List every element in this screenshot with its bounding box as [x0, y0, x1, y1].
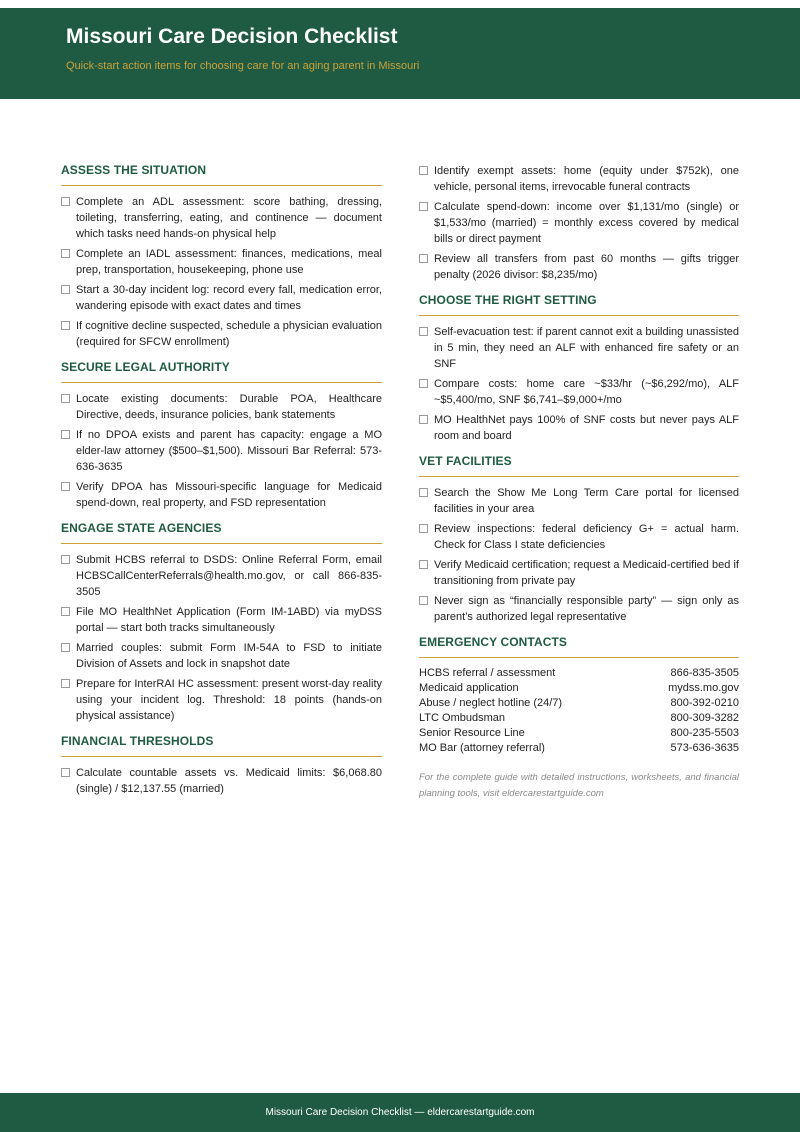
contact-value: 573-636-3635: [670, 742, 739, 754]
checkbox-icon[interactable]: [61, 768, 70, 777]
checklist-item-text: Verify DPOA has Missouri-specific language for Medicaid spend-down, real property, and FSD representation: [76, 481, 382, 509]
checklist-item-text: Complete an ADL assessment: score bathing, dressing, toileting, transferring, eating, and continence — document which tasks need hands-on physical help: [76, 196, 382, 240]
checklist-item-text: File MO HealthNet Application (Form IM-1ABD) via myDSS portal — start both tracks simultaneously: [76, 606, 382, 634]
checklist-section: [61, 734, 382, 797]
contact-value: 866-835-3505: [670, 667, 739, 679]
checklist: [61, 765, 382, 797]
contact-row: [419, 741, 739, 756]
checklist-item: [61, 194, 382, 242]
checklist-item: [61, 427, 382, 475]
checklist-item-text: Calculate countable assets vs. Medicaid limits: $6,068.80 (single) / $12,137.55 (married): [76, 767, 382, 795]
checklist-item: [419, 521, 739, 553]
checklist-section: [419, 293, 739, 444]
checklist-item: [419, 199, 739, 247]
checkbox-icon[interactable]: [419, 254, 428, 263]
contact-value: 800-309-3282: [670, 712, 739, 724]
section-title: VET FACILITIES: [419, 454, 739, 477]
checklist-item: [61, 391, 382, 423]
contact-row: [419, 726, 739, 741]
checklist: [419, 485, 739, 625]
checklist-section: [61, 360, 382, 511]
checklist-item-text: Prepare for InterRAI HC assessment: present worst-day reality using your incident log. Threshold: 18 points (hands-on physical assistance): [76, 678, 382, 722]
checkbox-icon[interactable]: [61, 555, 70, 564]
checklist-item: [419, 593, 739, 625]
checklist-item-text: Submit HCBS referral to DSDS: Online Referral Form, email HCBSCallCenterReferrals@health.mo.gov, or call 866-835-3505: [76, 554, 382, 598]
contact-value: 800-392-0210: [670, 697, 739, 709]
checklist-item: [419, 324, 739, 372]
checklist-item-text: Review inspections: federal deficiency G+ = actual harm. Check for Class I state deficiencies: [434, 523, 739, 551]
page-title: Missouri Care Decision Checklist: [66, 25, 398, 48]
checkbox-icon[interactable]: [419, 379, 428, 388]
checklist-section: [61, 521, 382, 724]
checklist-item: [419, 557, 739, 589]
checklist-item-text: Verify Medicaid certification; request a Medicaid-certified bed if transitioning from private pay: [434, 559, 739, 587]
checklist-section: [61, 163, 382, 350]
page-footer: [0, 1093, 800, 1132]
checklist: [419, 324, 739, 444]
checklist: [61, 552, 382, 724]
checklist-item: [419, 163, 739, 195]
checklist-item-text: Review all transfers from past 60 months — gifts trigger penalty (2026 divisor: $8,235/mo): [434, 253, 739, 281]
checklist-item: [61, 676, 382, 724]
checklist: [419, 163, 739, 283]
checkbox-icon[interactable]: [61, 482, 70, 491]
checklist-item-text: Calculate spend-down: income over $1,131/mo (single) or $1,533/mo (married) = monthly excess covered by medical bills or direct payment: [434, 201, 739, 245]
checklist-item-text: Identify exempt assets: home (equity under $752k), one vehicle, personal items, irrevocable funeral contracts: [434, 165, 739, 193]
footer-text: Missouri Care Decision Checklist — eldercarestartguide.com: [265, 1107, 535, 1118]
checklist-item-text: MO HealthNet pays 100% of SNF costs but never pays ALF room and board: [434, 414, 739, 442]
checklist-item-text: If no DPOA exists and parent has capacity: engage a MO elder-law attorney ($500–$1,500). Missouri Bar Referral: 573-636-3635: [76, 429, 382, 473]
contact-row: [419, 711, 739, 726]
checkbox-icon[interactable]: [419, 524, 428, 533]
checkbox-icon[interactable]: [419, 327, 428, 336]
contact-label: HCBS referral / assessment: [419, 667, 556, 679]
checkbox-icon[interactable]: [61, 607, 70, 616]
checklist-item: [61, 604, 382, 636]
checklist-item: [61, 246, 382, 278]
checklist-item-text: Start a 30-day incident log: record every fall, medication error, wandering episode with exact dates and times: [76, 284, 382, 312]
checklist-item-text: If cognitive decline suspected, schedule a physician evaluation (required for SFCW enrollment): [76, 320, 382, 348]
left-column: [61, 163, 382, 807]
closing-note: For the complete guide with detailed instructions, worksheets, and financial planning tools, visit eldercarestartguide.com: [419, 772, 739, 799]
checkbox-icon[interactable]: [61, 249, 70, 258]
checkbox-icon[interactable]: [419, 560, 428, 569]
contact-label: Medicaid application: [419, 682, 519, 694]
checkbox-icon[interactable]: [419, 488, 428, 497]
checkbox-icon[interactable]: [61, 285, 70, 294]
contact-label: MO Bar (attorney referral): [419, 742, 545, 754]
section-title: CHOOSE THE RIGHT SETTING: [419, 293, 739, 316]
checklist-item: [61, 640, 382, 672]
checklist: [61, 194, 382, 350]
checklist-item-text: Self-evacuation test: if parent cannot exit a building unassisted in 5 min, they need an ALF with enhanced fire safety or an SNF: [434, 326, 739, 370]
checkbox-icon[interactable]: [61, 679, 70, 688]
checklist-item-text: Locate existing documents: Durable POA, Healthcare Directive, deeds, insurance policies, bank statements: [76, 393, 382, 421]
checklist-section: [419, 454, 739, 625]
emergency-contacts-section: [419, 635, 739, 756]
checklist-item: [419, 376, 739, 408]
checkbox-icon[interactable]: [61, 643, 70, 652]
checklist-item: [61, 318, 382, 350]
checklist: [61, 391, 382, 511]
section-title: FINANCIAL THRESHOLDS: [61, 734, 382, 757]
right-sections: [419, 293, 739, 625]
contact-row: [419, 696, 739, 711]
right-column: [419, 163, 739, 802]
checkbox-icon[interactable]: [419, 415, 428, 424]
section-title: ASSESS THE SITUATION: [61, 163, 382, 186]
page-header: [0, 8, 800, 99]
checklist-item: [419, 251, 739, 283]
contact-label: Senior Resource Line: [419, 727, 525, 739]
checklist-item-text: Search the Show Me Long Term Care portal for licensed facilities in your area: [434, 487, 739, 515]
section-title: SECURE LEGAL AUTHORITY: [61, 360, 382, 383]
checkbox-icon[interactable]: [61, 430, 70, 439]
checklist-item: [61, 479, 382, 511]
checkbox-icon[interactable]: [61, 394, 70, 403]
checkbox-icon[interactable]: [419, 166, 428, 175]
contact-label: Abuse / neglect hotline (24/7): [419, 697, 563, 709]
contact-row: [419, 666, 739, 681]
contact-value: 800-235-5503: [670, 727, 739, 739]
contact-label: LTC Ombudsman: [419, 712, 505, 724]
checkbox-icon[interactable]: [61, 197, 70, 206]
checkbox-icon[interactable]: [61, 321, 70, 330]
contact-value: mydss.mo.gov: [668, 682, 739, 694]
page-subtitle: Quick-start action items for choosing care for an aging parent in Missouri: [66, 60, 420, 72]
checklist-item-text: Married couples: submit Form IM-54A to FSD to initiate Division of Assets and lock in snapshot date: [76, 642, 382, 670]
checkbox-icon[interactable]: [419, 596, 428, 605]
checklist-item: [419, 485, 739, 517]
section-title: ENGAGE STATE AGENCIES: [61, 521, 382, 544]
contacts-table: [419, 666, 739, 756]
checklist-item: [61, 552, 382, 600]
checklist-item: [419, 412, 739, 444]
checklist-item: [61, 282, 382, 314]
checklist-item-text: Never sign as “financially responsible party” — sign only as parent’s authorized legal representative: [434, 595, 739, 623]
checklist-item-text: Complete an IADL assessment: finances, medications, meal prep, transportation, housekeeping, phone use: [76, 248, 382, 276]
section-title: EMERGENCY CONTACTS: [419, 635, 739, 658]
contact-row: [419, 681, 739, 696]
checklist-item: [61, 765, 382, 797]
checklist-item-text: Compare costs: home care ~$33/hr (~$6,292/mo), ALF ~$5,400/mo, SNF $6,741–$9,000+/mo: [434, 378, 739, 406]
checkbox-icon[interactable]: [419, 202, 428, 211]
